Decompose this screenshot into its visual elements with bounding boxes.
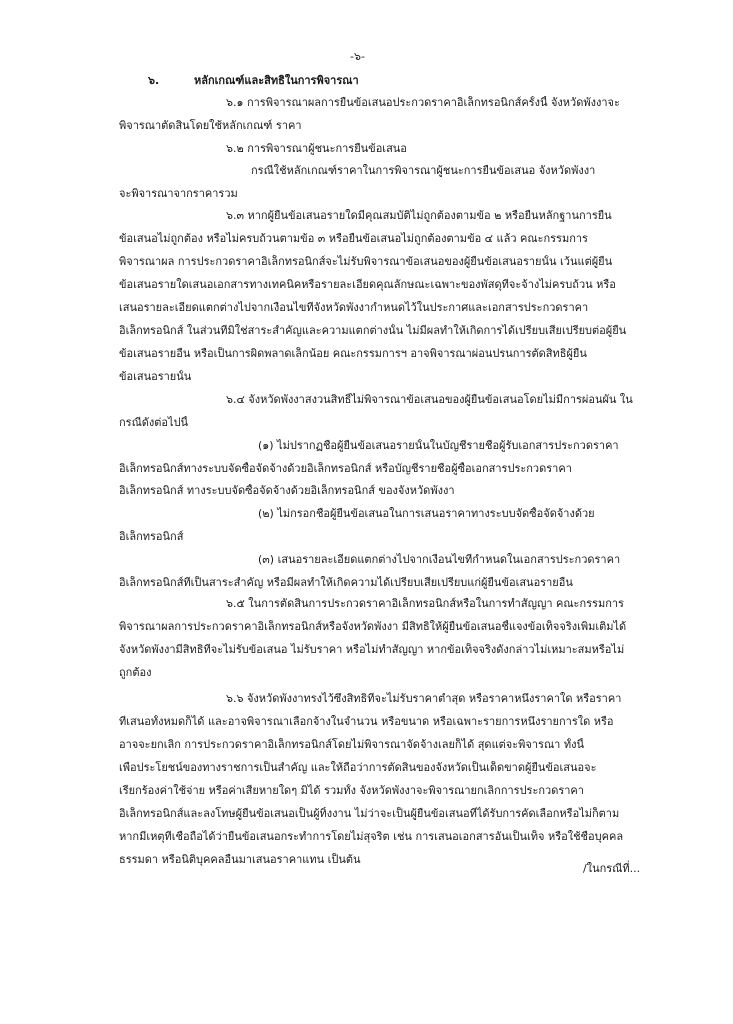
clause-line: กรณีใช้หลักเกณฑ์ราคาในการพิจารณาผู้ชนะการยื่นข้อเสนอ จังหวัดพังงา	[251, 164, 596, 177]
clause-line: ๖.๕ ในการตัดสินการประกวดราคาอิเล็กทรอนิกส์หรือในการทำสัญญา คณะกรรมการ	[226, 597, 624, 610]
clause-line: ข้อเสนอรายอื่น หรือเป็นการผิดพลาดเล็กน้อย คณะกรรมการฯ อาจพิจารณาผ่อนปรนการตัดสิทธิผู้ยื่น	[119, 347, 587, 360]
clause-line: อาจจะยกเลิก การประกวดราคาอิเล็กทรอนิกส์โดยไม่พิจารณาจัดจ้างเลยก็ได้ สุดแต่จะพิจารณา ทั้งนี้	[119, 738, 584, 751]
clause-item: (๑) ไม่ปรากฏชื่อผู้ยื่นข้อเสนอรายนั้นในบัญชีรายชื่อผู้รับเอกสารประกวดราคา	[258, 439, 619, 452]
section-title: หลักเกณฑ์และสิทธิในการพิจารณา	[194, 74, 359, 87]
clause-line: ข้อเสนอรายใดเสนอเอกสารทางเทคนิคหรือรายละเอียดคุณลักษณะเฉพาะของพัสดุที่จะจ้างไม่ครบถ้วน หรือ	[119, 278, 616, 291]
clause-line: เรียกร้องค่าใช้จ่าย หรือค่าเสียหายใดๆ มิได้ รวมทั้ง จังหวัดพังงาจะพิจารณายกเลิกการประกวดราคา	[119, 784, 584, 797]
clause-line: ข้อเสนอรายนั้น	[119, 370, 192, 383]
clause-line: อิเล็กทรอนิกส์ ในส่วนที่มิใช่สาระสำคัญและความแตกต่างนั้น ไม่มีผลทำให้เกิดการได้เปรียบเสียเปรียบต่อผู้ยื่น	[119, 324, 627, 337]
section-number: ๖.	[148, 74, 160, 87]
clause-line: อิเล็กทรอนิกส์	[119, 530, 184, 543]
clause-line: ข้อเสนอไม่ถูกต้อง หรือไม่ครบถ้วนตามข้อ ๓ หรือยื่นข้อเสนอไม่ถูกต้องตามข้อ ๔ แล้ว คณะกรรมการ	[119, 232, 588, 245]
clause-line: อิเล็กทรอนิกส์ ทางระบบจัดซื้อจัดจ้างด้วยอิเล็กทรอนิกส์ ของจังหวัดพังงา	[119, 484, 455, 497]
clause-item: (๒) ไม่กรอกชื่อผู้ยื่นข้อเสนอในการเสนอราคาทางระบบจัดซื้อจัดจ้างด้วย	[258, 507, 595, 520]
clause-line: ถูกต้อง	[119, 666, 152, 679]
clause-line: ที่เสนอทั้งหมดก็ได้ และอาจพิจารณาเลือกจ้างในจำนวน หรือขนาด หรือเฉพาะรายการหนึ่งรายการใด หรือ	[119, 715, 614, 728]
clause-line: ๖.๖ จังหวัดพังงาทรงไว้ซึ่งสิทธิที่จะไม่รับราคาต่ำสุด หรือราคาหนึ่งราคาใด หรือราคา	[226, 692, 622, 705]
clause-item: (๓) เสนอรายละเอียดแตกต่างไปจากเงื่อนไขที่กำหนดในเอกสารประกวดราคา	[258, 553, 621, 566]
clause-line: เสนอรายละเอียดแตกต่างไปจากเงื่อนไขที่จังหวัดพังงากำหนดไว้ในประกาศและเอกสารประกวดราคา	[119, 301, 589, 314]
clause-line: อิเล็กทรอนิกส์ทางระบบจัดซื้อจัดจ้างด้วยอิเล็กทรอนิกส์ หรือบัญชีรายชื่อผู้ซื้อเอกสารประกวดราคา	[119, 462, 572, 475]
continuation-footer: /ในกรณีที่...	[583, 862, 641, 875]
clause-line: เพื่อประโยชน์ของทางราชการเป็นสำคัญ และให้ถือว่าการตัดสินของจังหวัดเป็นเด็ดขาดผู้ยื่นข้อเสนอจะ	[119, 761, 597, 774]
clause-line: พิจารณาผลการประกวดราคาอิเล็กทรอนิกส์หรือจังหวัดพังงา มีสิทธิให้ผู้ยื่นข้อเสนอชี้แจงข้อเท็จจริงเพิ่มเติมได้	[119, 620, 627, 633]
clause-line: หากมีเหตุที่เชื่อถือได้ว่ายื่นข้อเสนอกระทำการโดยไม่สุจริต เช่น การเสนอเอกสารอันเป็นเท็จ หรือใช้ชื่อบุคคล	[119, 830, 624, 843]
clause-line: อิเล็กทรอนิกส์และลงโทษผู้ยื่นข้อเสนอเป็นผู้ทิ้งงาน ไม่ว่าจะเป็นผู้ยื่นข้อเสนอที่ได้รับการคัดเลือกหรือไม่ก็ตาม	[119, 807, 620, 820]
page-number: -๖-	[350, 50, 365, 63]
clause-line: ธรรมดา หรือนิติบุคคลอื่นมาเสนอราคาแทน เป็นต้น	[119, 853, 361, 866]
clause-line: จะพิจารณาจากราคารวม	[119, 187, 238, 200]
clause-line: จังหวัดพังงามีสิทธิที่จะไม่รับข้อเสนอ ไม่รับราคา หรือไม่ทำสัญญา หากข้อเท็จจริงดังกล่าวไม่เหมาะสมหรือไม่	[119, 643, 625, 656]
clause-line: ๖.๔ จังหวัดพังงาสงวนสิทธิ์ไม่พิจารณาข้อเสนอของผู้ยื่นข้อเสนอโดยไม่มีการผ่อนผัน ใน	[226, 393, 633, 406]
clause-line: กรณีดังต่อไปนี้	[119, 416, 189, 429]
clause-line: ๖.๓ หากผู้ยื่นข้อเสนอรายใดมีคุณสมบัติไม่ถูกต้องตามข้อ ๒ หรือยื่นหลักฐานการยื่น	[226, 209, 612, 222]
clause-line: ๖.๑ การพิจารณาผลการยื่นข้อเสนอประกวดราคาอิเล็กทรอนิกส์ครั้งนี้ จังหวัดพังงาจะ	[226, 96, 620, 109]
clause-line: ๖.๒ การพิจารณาผู้ชนะการยื่นข้อเสนอ	[226, 142, 407, 155]
clause-line: พิจารณาผล การประกวดราคาอิเล็กทรอนิกส์จะไม่รับพิจารณาข้อเสนอของผู้ยื่นข้อเสนอรายนั้น เว้นแต่ผู้ยื่น	[119, 255, 613, 268]
clause-line: อิเล็กทรอนิกส์ที่เป็นสาระสำคัญ หรือมีผลทำให้เกิดความได้เปรียบเสียเปรียบแก่ผู้ยื่นข้อเสนอรายอื่น	[119, 576, 573, 589]
clause-line: พิจารณาตัดสินโดยใช้หลักเกณฑ์ ราคา	[119, 119, 302, 132]
